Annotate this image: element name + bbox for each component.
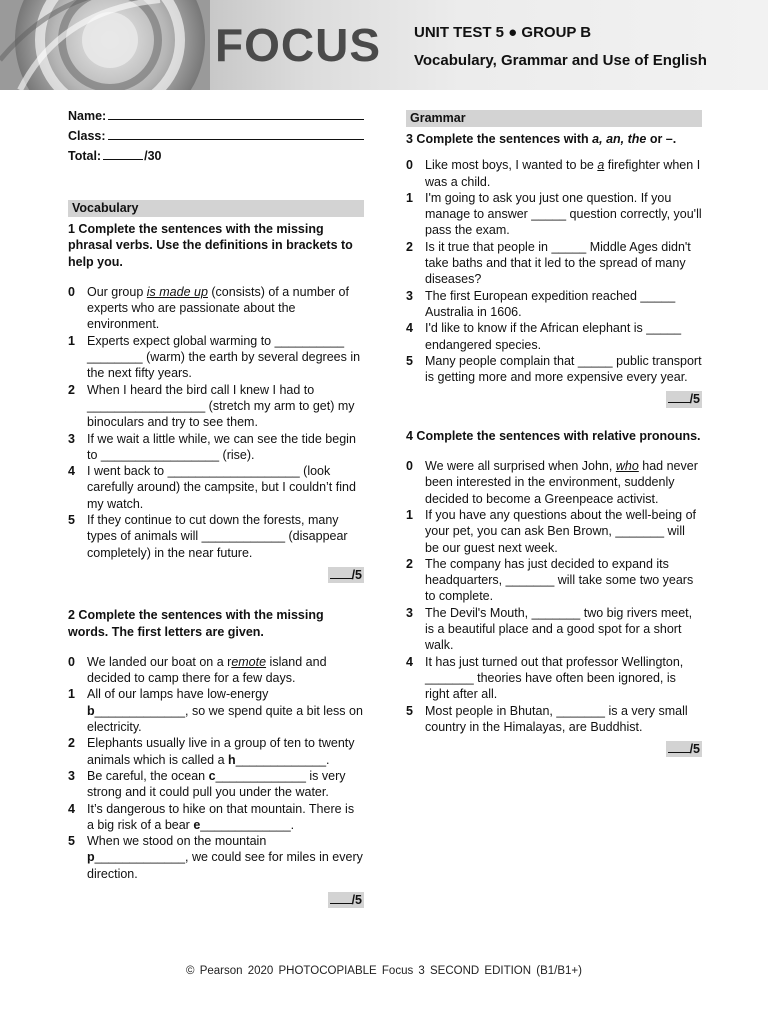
first-letter: c (208, 768, 216, 783)
item-number: 1 (406, 507, 413, 522)
ex3-item-1 (406, 190, 702, 239)
item-text[interactable]: The Devil's Mouth, _______ two big rivers meet, is a beautiful place and a good spot for a short walk. (425, 605, 693, 653)
focus-logo-swirl-icon (0, 0, 210, 90)
name-field[interactable] (68, 108, 364, 128)
ex4-score: /5 (406, 741, 702, 757)
ex1-score-blank[interactable] (330, 568, 352, 579)
item-number: 5 (406, 703, 413, 718)
example-answer: emote (231, 654, 267, 669)
ex2-item-4 (68, 801, 364, 834)
first-letter: b (87, 703, 95, 718)
item-text[interactable]: Is it true that people in _____ Middle Ages didn't take baths and that it led to the spread of many diseases? (425, 239, 691, 287)
example-answer: who (615, 459, 639, 474)
item-number: 4 (68, 464, 75, 479)
ex1-items (68, 284, 364, 561)
ex3-score-blank[interactable] (668, 392, 690, 403)
ex4-score-blank[interactable] (668, 742, 690, 753)
ex3-items (406, 157, 702, 385)
item-text[interactable]: When we stood on the mountain p_____________, we could see for miles in every direction. (87, 834, 363, 881)
item-text[interactable]: The company has just decided to expand its headquarters, _______ will take some two years to complete. (425, 556, 694, 604)
item-text[interactable]: Many people complain that _____ public transport is getting more and more expensive every year. (425, 353, 702, 385)
ex4-item-4 (406, 654, 702, 703)
name-label: Name: (68, 109, 107, 123)
item-text[interactable]: Like most boys, I wanted to be a firefighter when I was a child. (425, 158, 701, 189)
item-text[interactable]: If we wait a little while, we can see the tide begin to _________________ (rise). (87, 431, 356, 462)
ex4-items (406, 458, 702, 735)
first-letter: e (193, 817, 201, 832)
ex3-score: /5 (406, 391, 702, 407)
item-number: 4 (406, 321, 413, 336)
page-header (0, 0, 768, 90)
item-number: 3 (406, 288, 413, 303)
item-text[interactable]: If you have any questions about the well-being of your pet, you can ask Ben Brown, _______ will be our guest next week. (425, 507, 697, 555)
item-number: 1 (68, 333, 75, 348)
ex4-item-3 (406, 605, 702, 654)
ex4-item-2 (406, 556, 702, 605)
item-number: 5 (68, 834, 75, 849)
page-footer: © Pearson 2020 PHOTOCOPIABLE Focus 3 SECOND EDITION (B1/B1+) (186, 965, 582, 977)
item-text[interactable]: I went back to ___________________ (look carefully around) the campsite, but I couldn’t find my watch. (87, 464, 356, 511)
item-number: 2 (406, 556, 413, 571)
grammar-heading: Grammar (406, 110, 702, 127)
ex4-item-5 (406, 703, 702, 736)
item-text[interactable]: Elephants usually live in a group of ten to twenty animals which is called a h_____________. (87, 736, 355, 767)
ex3-item-4 (406, 320, 702, 353)
example-answer: a (597, 158, 605, 173)
item-text[interactable]: Most people in Bhutan, _______ is a very small country in the Himalayas, are Buddhist. (425, 703, 688, 734)
class-label: Class: (68, 129, 106, 143)
brand-title: FOCUS (215, 19, 381, 71)
ex1-item-5 (68, 512, 364, 561)
ex3-item-3 (406, 288, 702, 321)
item-text[interactable]: It has just turned out that professor Wellington, _______ theories have often been ignored, is right after all. (425, 654, 684, 702)
item-number: 5 (406, 353, 413, 368)
item-text[interactable]: Be careful, the ocean c_____________ is very strong and it could pull you under the water. (87, 768, 346, 800)
ex2-item-3 (68, 768, 364, 801)
ex3-item-2 (406, 239, 702, 288)
item-number: 3 (68, 768, 75, 783)
item-number: 1 (406, 190, 413, 205)
unit-subtitle: Vocabulary, Grammar and Use of English (414, 52, 707, 69)
item-text[interactable]: We were all surprised when John, who had never been interested in the environment, suddenly decided to become a Greenpeace activist. (425, 459, 698, 506)
item-number: 2 (68, 382, 75, 397)
item-text[interactable]: I'm going to ask you just one question. If you manage to answer _____ question correctly, you'll pass the exam. (425, 190, 702, 238)
ex1-instruction: 1 Complete the sentences with the missing phrasal verbs. Use the definitions in brackets to help you. (68, 222, 353, 269)
ex3-item-5 (406, 353, 702, 386)
total-label: Total: (68, 149, 102, 163)
item-number: 3 (406, 605, 413, 620)
item-text[interactable]: It’s dangerous to hike on that mountain. There is a big risk of a bear e_____________. (87, 801, 355, 832)
ex4-item-1 (406, 507, 702, 556)
ex3-item-0 (406, 157, 702, 190)
item-text[interactable]: If they continue to cut down the forests, many types of animals will ____________ (disappear completely) in the near future. (87, 513, 348, 560)
name-line[interactable] (108, 108, 364, 120)
ex2-score: /5 (68, 892, 364, 908)
ex1-item-4 (68, 463, 364, 512)
left-column (68, 108, 364, 908)
item-number: 0 (68, 654, 75, 669)
item-number: 0 (68, 284, 75, 299)
ex3-instruction: 3 Complete the sentences with a, an, the or –. (406, 132, 677, 146)
ex2-instruction: 2 Complete the sentences with the missing words. The first letters are given. (68, 608, 324, 639)
unit-title: UNIT TEST 5 ● GROUP B (414, 24, 592, 41)
ex4-item-0 (406, 458, 702, 507)
item-number: 0 (406, 459, 413, 474)
total-field[interactable] (68, 148, 364, 168)
item-number: 3 (68, 431, 75, 446)
right-column (406, 108, 702, 757)
ex2-item-0 (68, 654, 364, 687)
ex2-score-blank[interactable] (330, 893, 352, 904)
first-letter: h (228, 752, 236, 767)
item-text[interactable]: Our group is made up (consists) of a number of experts who are passionate about the environment. (87, 284, 349, 332)
class-field[interactable] (68, 128, 364, 148)
ex2-item-5 (68, 833, 364, 882)
item-number: 2 (406, 239, 413, 254)
total-max: /30 (144, 149, 162, 163)
ex1-item-1 (68, 333, 364, 382)
ex4-instruction: 4 Complete the sentences with relative pronouns. (406, 428, 701, 443)
ex2-item-1 (68, 686, 364, 735)
item-number: 2 (68, 736, 75, 751)
item-number: 0 (406, 158, 413, 173)
item-text[interactable]: I'd like to know if the African elephant is _____ endangered species. (425, 321, 682, 352)
item-text[interactable]: All of our lamps have low-energy b_____________, so we spend quite a bit less on electricity. (87, 687, 363, 735)
item-number: 1 (68, 687, 75, 702)
first-letter: p (87, 850, 95, 865)
ex1-item-3 (68, 431, 364, 464)
ex2-items (68, 654, 364, 882)
total-line[interactable] (103, 148, 143, 160)
item-number: 4 (68, 801, 75, 816)
ex1-item-0 (68, 284, 364, 333)
class-line[interactable] (108, 128, 364, 140)
item-number: 5 (68, 513, 75, 528)
item-text[interactable]: The first European expedition reached _____ Australia in 1606. (425, 288, 676, 319)
ex2-item-2 (68, 735, 364, 768)
ex1-item-2 (68, 382, 364, 431)
item-text[interactable]: When I heard the bird call I knew I had to _________________ (stretch my arm to get) my binoculars and try to see them. (87, 382, 355, 430)
ex1-score: /5 (68, 567, 364, 583)
item-text[interactable]: We landed our boat on a remote island and decided to camp there for a few days. (87, 654, 327, 686)
item-text[interactable]: Experts expect global warming to __________ ________ (warm) the earth by several degrees in the next fifty years. (87, 333, 361, 381)
vocabulary-heading: Vocabulary (68, 200, 364, 217)
example-answer: is made up (146, 284, 208, 299)
item-number: 4 (406, 654, 413, 669)
